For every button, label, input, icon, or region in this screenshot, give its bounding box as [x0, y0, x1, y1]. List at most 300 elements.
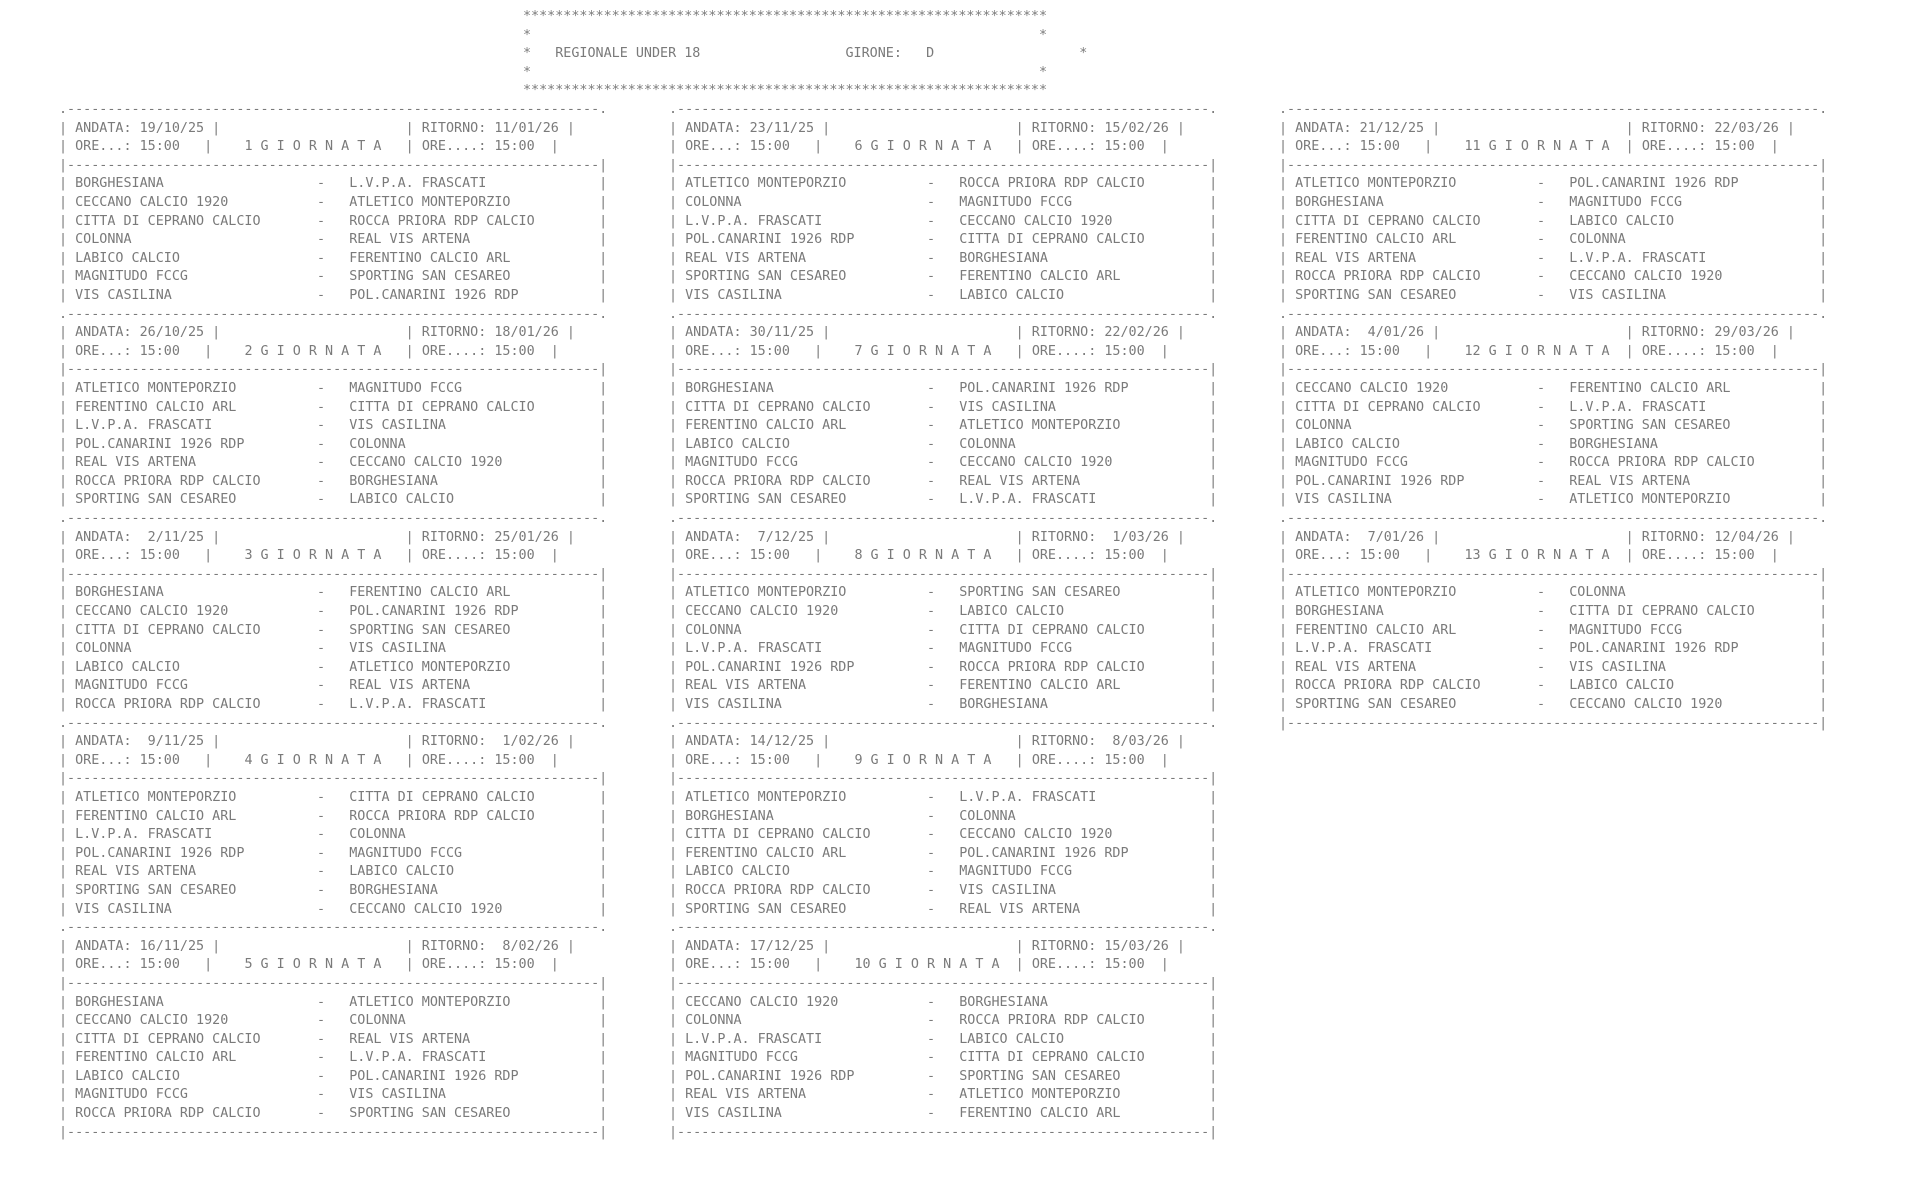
block-border-top: .------------------------------------------------------------------. — [59, 102, 608, 117]
match-row: | POL.CANARINI 1926 RDP - ROCCA PRIORA RDP CALCIO | — [669, 659, 1218, 675]
match-row: | BORGHESIANA - POL.CANARINI 1926 RDP | — [669, 380, 1218, 396]
match-row: | REAL VIS ARTENA - BORGHESIANA | — [669, 250, 1218, 266]
away-team: FERENTINO CALCIO ARL — [349, 250, 511, 266]
ore-line: | ORE...: 15:00 | 11 G I O R N A T A | ORE....: 15:00 | — [1279, 139, 1779, 155]
ore-andata-label: ORE...: — [75, 139, 132, 155]
match-row: | CITTA DI CEPRANO CALCIO - L.V.P.A. FRASCATI | — [1279, 399, 1828, 415]
home-team: REAL VIS ARTENA — [1295, 250, 1417, 266]
home-team: CITTA DI CEPRANO CALCIO — [685, 399, 871, 415]
match-row: | L.V.P.A. FRASCATI - POL.CANARINI 1926 RDP | — [1279, 641, 1828, 657]
ore-ritorno-label: ORE....: — [1641, 548, 1707, 564]
home-team: MAGNITUDO FCCG — [685, 455, 798, 471]
home-team: L.V.P.A. FRASCATI — [75, 827, 213, 843]
home-team: SPORTING SAN CESAREO — [685, 901, 847, 917]
away-team: LABICO CALCIO — [959, 1031, 1065, 1047]
block-separator: |------------------------------------------------------------------| — [669, 771, 1218, 787]
andata-date: 9/11/25 — [139, 734, 205, 750]
ore-ritorno-label: ORE....: — [1031, 752, 1097, 768]
match-row: | FERENTINO CALCIO ARL - COLONNA | — [1279, 232, 1828, 248]
block-border-top: .------------------------------------------------------------------. — [1279, 102, 1828, 117]
away-team: CECCANO CALCIO 1920 — [959, 213, 1113, 229]
away-team: VIS CASILINA — [349, 418, 446, 434]
ritorno-label: RITORNO: — [1641, 120, 1707, 136]
ore-andata-label: ORE...: — [1295, 343, 1352, 359]
home-team: CITTA DI CEPRANO CALCIO — [1295, 399, 1481, 415]
home-team: CITTA DI CEPRANO CALCIO — [1295, 213, 1481, 229]
giornata-block — [59, 510, 607, 715]
match-row: | COLONNA - MAGNITUDO FCCG | — [669, 194, 1218, 210]
away-team: L.V.P.A. FRASCATI — [1569, 399, 1707, 415]
header-blank-line: * * — [523, 27, 1048, 43]
match-row: | CITTA DI CEPRANO CALCIO - REAL VIS ARTENA | — [59, 1031, 608, 1047]
giornata-label: 2 G I O R N A T A — [244, 343, 382, 359]
ore-ritorno-label: ORE....: — [421, 343, 487, 359]
giornata-block — [669, 715, 1217, 920]
ore-andata-value: 15:00 — [139, 957, 180, 973]
away-team: CECCANO CALCIO 1920 — [959, 827, 1113, 843]
ore-ritorno-value: 15:00 — [1104, 957, 1145, 973]
andata-ritorno-line: | ANDATA: 7/01/26 | | RITORNO: 12/04/26 | — [1279, 529, 1795, 545]
giornata-block — [669, 919, 1217, 1124]
match-row: | ROCCA PRIORA RDP CALCIO - LABICO CALCIO | — [1279, 678, 1828, 694]
away-team: CITTA DI CEPRANO CALCIO — [959, 622, 1145, 638]
ore-andata-label: ORE...: — [1295, 548, 1352, 564]
ore-line: | ORE...: 15:00 | 2 G I O R N A T A | ORE....: 15:00 | — [59, 343, 559, 359]
giornata-label: 7 G I O R N A T A — [854, 343, 992, 359]
match-row: | LABICO CALCIO - ATLETICO MONTEPORZIO | — [59, 659, 608, 675]
match-row: | CITTA DI CEPRANO CALCIO - SPORTING SAN CESAREO | — [59, 622, 608, 638]
home-team: L.V.P.A. FRASCATI — [685, 1031, 823, 1047]
ore-ritorno-label: ORE....: — [1641, 139, 1707, 155]
ore-line: | ORE...: 15:00 | 13 G I O R N A T A | ORE....: 15:00 | — [1279, 548, 1779, 564]
match-row: | CITTA DI CEPRANO CALCIO - ROCCA PRIORA RDP CALCIO | — [59, 213, 608, 229]
home-team: SPORTING SAN CESAREO — [685, 269, 847, 285]
match-row: | BORGHESIANA - CITTA DI CEPRANO CALCIO | — [1279, 604, 1828, 620]
home-team: POL.CANARINI 1926 RDP — [1295, 473, 1465, 489]
away-team: ATLETICO MONTEPORZIO — [349, 194, 511, 210]
match-row: | CECCANO CALCIO 1920 - POL.CANARINI 1926 RDP | — [59, 604, 608, 620]
away-team: ROCCA PRIORA RDP CALCIO — [1569, 455, 1755, 471]
block-border-bottom: |------------------------------------------------------------------| — [59, 1124, 608, 1140]
andata-ritorno-line: | ANDATA: 26/10/25 | | RITORNO: 18/01/26 | — [59, 325, 575, 341]
match-row: | BORGHESIANA - COLONNA | — [669, 808, 1218, 824]
andata-label: ANDATA: — [1295, 120, 1352, 136]
ore-line: | ORE...: 15:00 | 6 G I O R N A T A | ORE....: 15:00 | — [669, 139, 1169, 155]
giornata-block — [59, 919, 607, 1124]
match-row: | ATLETICO MONTEPORZIO - POL.CANARINI 1926 RDP | — [1279, 176, 1828, 192]
home-team: L.V.P.A. FRASCATI — [1295, 641, 1433, 657]
match-row: | COLONNA - REAL VIS ARTENA | — [59, 232, 608, 248]
match-row: | MAGNITUDO FCCG - CECCANO CALCIO 1920 | — [669, 455, 1218, 471]
away-team: CITTA DI CEPRANO CALCIO — [349, 789, 535, 805]
match-row: | POL.CANARINI 1926 RDP - COLONNA | — [59, 436, 608, 452]
ore-andata-value: 15:00 — [139, 343, 180, 359]
home-team: FERENTINO CALCIO ARL — [685, 845, 847, 861]
header-title-line: * REGIONALE UNDER 18 GIRONE: D * — [523, 46, 1088, 62]
ore-andata-value: 15:00 — [749, 139, 790, 155]
andata-ritorno-line: | ANDATA: 21/12/25 | | RITORNO: 22/03/26 | — [1279, 120, 1795, 136]
ritorno-date: 22/02/26 — [1104, 325, 1169, 341]
ore-line: | ORE...: 15:00 | 10 G I O R N A T A | ORE....: 15:00 | — [669, 957, 1169, 973]
home-team: POL.CANARINI 1926 RDP — [685, 659, 855, 675]
home-team: L.V.P.A. FRASCATI — [685, 213, 823, 229]
away-team: CITTA DI CEPRANO CALCIO — [349, 399, 535, 415]
home-team: BORGHESIANA — [685, 808, 774, 824]
ore-andata-value: 15:00 — [139, 139, 180, 155]
away-team: REAL VIS ARTENA — [349, 232, 471, 248]
block-border-bottom: |------------------------------------------------------------------| — [669, 1124, 1218, 1140]
home-team: REAL VIS ARTENA — [75, 455, 197, 471]
ore-andata-value: 15:00 — [749, 343, 790, 359]
away-team: COLONNA — [1569, 232, 1626, 248]
ritorno-label: RITORNO: — [421, 938, 487, 954]
away-team: CECCANO CALCIO 1920 — [1569, 697, 1723, 712]
away-team: SPORTING SAN CESAREO — [1569, 418, 1731, 434]
away-team: VIS CASILINA — [349, 1087, 446, 1103]
home-team: LABICO CALCIO — [75, 250, 180, 266]
giornata-label: 1 G I O R N A T A — [244, 139, 382, 155]
ore-andata-value: 15:00 — [749, 752, 790, 768]
away-team: BORGHESIANA — [1569, 436, 1658, 452]
competition-title: REGIONALE UNDER 18 — [555, 46, 701, 62]
andata-label: ANDATA: — [75, 529, 132, 545]
home-team: CITTA DI CEPRANO CALCIO — [75, 622, 261, 638]
away-team: CITTA DI CEPRANO CALCIO — [959, 1050, 1145, 1066]
andata-ritorno-line: | ANDATA: 19/10/25 | | RITORNO: 11/01/26 | — [59, 120, 575, 136]
away-team: MAGNITUDO FCCG — [1569, 622, 1683, 638]
ore-line: | ORE...: 15:00 | 9 G I O R N A T A | ORE....: 15:00 | — [669, 752, 1169, 768]
fixtures-column-1 — [59, 101, 607, 1142]
home-team: FERENTINO CALCIO ARL — [1295, 232, 1457, 248]
block-border-top: .------------------------------------------------------------------. — [1279, 306, 1828, 322]
match-row: | CECCANO CALCIO 1920 - LABICO CALCIO | — [669, 604, 1218, 620]
away-team: CECCANO CALCIO 1920 — [1569, 269, 1723, 285]
ore-ritorno-value: 15:00 — [494, 752, 535, 768]
away-team: VIS CASILINA — [959, 399, 1056, 415]
match-row: | ROCCA PRIORA RDP CALCIO - CECCANO CALCIO 1920 | — [1279, 269, 1828, 285]
away-team: POL.CANARINI 1926 RDP — [959, 380, 1129, 396]
away-team: MAGNITUDO FCCG — [1569, 194, 1683, 210]
match-row: | CECCANO CALCIO 1920 - COLONNA | — [59, 1013, 608, 1029]
ritorno-label: RITORNO: — [1031, 120, 1097, 136]
home-team: FERENTINO CALCIO ARL — [1295, 622, 1457, 638]
block-border-top: .------------------------------------------------------------------. — [59, 920, 608, 936]
home-team: COLONNA — [685, 1013, 742, 1029]
home-team: LABICO CALCIO — [685, 436, 790, 452]
giornata-block — [669, 510, 1217, 715]
home-team: FERENTINO CALCIO ARL — [75, 1050, 237, 1066]
home-team: ROCCA PRIORA RDP CALCIO — [1295, 678, 1481, 694]
giornata-label: 6 G I O R N A T A — [854, 139, 992, 155]
ore-ritorno-value: 15:00 — [1104, 139, 1145, 155]
ore-andata-label: ORE...: — [75, 548, 132, 564]
away-team: L.V.P.A. FRASCATI — [349, 1050, 487, 1066]
match-row: | BORGHESIANA - L.V.P.A. FRASCATI | — [59, 176, 608, 192]
ore-ritorno-value: 15:00 — [1104, 548, 1145, 564]
home-team: CECCANO CALCIO 1920 — [75, 194, 229, 210]
ore-ritorno-label: ORE....: — [421, 548, 487, 564]
away-team: LABICO CALCIO — [959, 604, 1065, 620]
home-team: ROCCA PRIORA RDP CALCIO — [75, 473, 261, 489]
home-team: VIS CASILINA — [685, 287, 782, 303]
home-team: BORGHESIANA — [75, 585, 164, 601]
away-team: FERENTINO CALCIO ARL — [1569, 380, 1731, 396]
block-border-top: .------------------------------------------------------------------. — [1279, 511, 1828, 527]
match-row: | VIS CASILINA - POL.CANARINI 1926 RDP | — [59, 287, 608, 303]
away-team: MAGNITUDO FCCG — [349, 380, 463, 396]
ore-ritorno-value: 15:00 — [494, 343, 535, 359]
away-team: ROCCA PRIORA RDP CALCIO — [959, 176, 1145, 192]
match-row: | L.V.P.A. FRASCATI - CECCANO CALCIO 1920 | — [669, 213, 1218, 229]
away-team: CECCANO CALCIO 1920 — [959, 455, 1113, 471]
header-stars-top: ***************************************************************** — [523, 9, 1048, 24]
home-team: MAGNITUDO FCCG — [75, 1087, 188, 1103]
home-team: LABICO CALCIO — [685, 864, 790, 880]
away-team: ROCCA PRIORA RDP CALCIO — [349, 213, 535, 229]
match-row: | POL.CANARINI 1926 RDP - REAL VIS ARTENA | — [1279, 473, 1828, 489]
match-row: | L.V.P.A. FRASCATI - LABICO CALCIO | — [669, 1031, 1218, 1047]
home-team: ATLETICO MONTEPORZIO — [1295, 585, 1457, 601]
away-team: POL.CANARINI 1926 RDP — [349, 287, 519, 303]
andata-label: ANDATA: — [75, 938, 132, 954]
home-team: L.V.P.A. FRASCATI — [685, 641, 823, 657]
home-team: FERENTINO CALCIO ARL — [685, 418, 847, 434]
fixtures-column-2 — [669, 101, 1217, 1142]
ore-ritorno-label: ORE....: — [1031, 957, 1097, 973]
ore-andata-value: 15:00 — [139, 752, 180, 768]
andata-ritorno-line: | ANDATA: 14/12/25 | | RITORNO: 8/03/26 | — [669, 734, 1185, 750]
match-row: | ATLETICO MONTEPORZIO - ROCCA PRIORA RDP CALCIO | — [669, 176, 1218, 192]
away-team: FERENTINO CALCIO ARL — [349, 585, 511, 601]
ore-andata-label: ORE...: — [75, 957, 132, 973]
home-team: ROCCA PRIORA RDP CALCIO — [685, 473, 871, 489]
giornata-block — [59, 306, 607, 511]
away-team: ROCCA PRIORA RDP CALCIO — [959, 659, 1145, 675]
match-row: | SPORTING SAN CESAREO - FERENTINO CALCIO ARL | — [669, 269, 1218, 285]
match-row: | CECCANO CALCIO 1920 - BORGHESIANA | — [669, 994, 1218, 1010]
header-blank-line: * * — [523, 64, 1048, 80]
ore-ritorno-label: ORE....: — [421, 139, 487, 155]
away-team: POL.CANARINI 1926 RDP — [1569, 641, 1739, 657]
match-row: | SPORTING SAN CESAREO - BORGHESIANA | — [59, 882, 608, 898]
away-team: REAL VIS ARTENA — [1569, 473, 1691, 489]
match-row: | LABICO CALCIO - MAGNITUDO FCCG | — [669, 864, 1218, 880]
andata-date: 30/11/25 — [749, 325, 815, 341]
away-team: SPORTING SAN CESAREO — [349, 622, 511, 638]
away-team: L.V.P.A. FRASCATI — [959, 492, 1097, 508]
match-row: | VIS CASILINA - FERENTINO CALCIO ARL | — [669, 1106, 1218, 1122]
away-team: ATLETICO MONTEPORZIO — [959, 1087, 1121, 1103]
andata-date: 4/01/26 — [1359, 325, 1425, 341]
away-team: L.V.P.A. FRASCATI — [1569, 250, 1707, 266]
home-team: POL.CANARINI 1926 RDP — [685, 1068, 855, 1084]
ore-line: | ORE...: 15:00 | 4 G I O R N A T A | ORE....: 15:00 | — [59, 752, 559, 768]
home-team: REAL VIS ARTENA — [1295, 659, 1417, 675]
home-team: SPORTING SAN CESAREO — [1295, 697, 1457, 712]
match-row: | REAL VIS ARTENA - CECCANO CALCIO 1920 | — [59, 455, 608, 471]
home-team: MAGNITUDO FCCG — [685, 1050, 798, 1066]
home-team: COLONNA — [685, 194, 742, 210]
home-team: COLONNA — [75, 641, 132, 657]
block-separator: |------------------------------------------------------------------| — [59, 157, 608, 173]
away-team: COLONNA — [349, 827, 406, 843]
andata-ritorno-line: | ANDATA: 7/12/25 | | RITORNO: 1/03/26 | — [669, 529, 1185, 545]
ore-andata-label: ORE...: — [685, 957, 742, 973]
match-row: | POL.CANARINI 1926 RDP - CITTA DI CEPRANO CALCIO | — [669, 232, 1218, 248]
andata-ritorno-line: | ANDATA: 2/11/25 | | RITORNO: 25/01/26 | — [59, 529, 575, 545]
home-team: ROCCA PRIORA RDP CALCIO — [75, 697, 261, 712]
andata-label: ANDATA: — [685, 325, 742, 341]
away-team: BORGHESIANA — [349, 882, 438, 898]
away-team: SPORTING SAN CESAREO — [349, 1106, 511, 1122]
block-separator: |------------------------------------------------------------------| — [669, 362, 1218, 378]
andata-date: 21/12/25 — [1359, 120, 1425, 136]
giornata-block — [1279, 101, 1827, 306]
away-team: REAL VIS ARTENA — [349, 1031, 471, 1047]
away-team: SPORTING SAN CESAREO — [959, 1068, 1121, 1084]
andata-label: ANDATA: — [685, 734, 742, 750]
match-row: | VIS CASILINA - CECCANO CALCIO 1920 | — [59, 901, 608, 917]
andata-date: 7/12/25 — [749, 529, 815, 545]
away-team: ATLETICO MONTEPORZIO — [1569, 492, 1731, 508]
giornata-label: 8 G I O R N A T A — [854, 548, 992, 564]
giornata-label: 3 G I O R N A T A — [244, 548, 382, 564]
ore-ritorno-value: 15:00 — [1714, 548, 1755, 564]
ritorno-date: 8/03/26 — [1104, 734, 1169, 750]
ritorno-date: 18/01/26 — [494, 325, 559, 341]
away-team: POL.CANARINI 1926 RDP — [349, 604, 519, 620]
ore-andata-label: ORE...: — [685, 139, 742, 155]
ritorno-label: RITORNO: — [421, 325, 487, 341]
ritorno-date: 25/01/26 — [494, 529, 559, 545]
ore-line: | ORE...: 15:00 | 3 G I O R N A T A | ORE....: 15:00 | — [59, 548, 559, 564]
match-row: | POL.CANARINI 1926 RDP - SPORTING SAN CESAREO | — [669, 1068, 1218, 1084]
ore-ritorno-value: 15:00 — [1104, 343, 1145, 359]
giornata-label: 5 G I O R N A T A — [244, 957, 382, 973]
home-team: REAL VIS ARTENA — [685, 250, 807, 266]
ore-line: | ORE...: 15:00 | 12 G I O R N A T A | ORE....: 15:00 | — [1279, 343, 1779, 359]
match-row: | BORGHESIANA - MAGNITUDO FCCG | — [1279, 194, 1828, 210]
away-team: LABICO CALCIO — [349, 864, 455, 880]
home-team: FERENTINO CALCIO ARL — [75, 808, 237, 824]
away-team: REAL VIS ARTENA — [959, 901, 1081, 917]
away-team: ATLETICO MONTEPORZIO — [349, 659, 511, 675]
andata-label: ANDATA: — [1295, 325, 1352, 341]
match-row: | ATLETICO MONTEPORZIO - L.V.P.A. FRASCATI | — [669, 789, 1218, 805]
home-team: VIS CASILINA — [75, 287, 172, 303]
block-separator: |------------------------------------------------------------------| — [59, 771, 608, 787]
home-team: SPORTING SAN CESAREO — [75, 492, 237, 508]
away-team: L.V.P.A. FRASCATI — [349, 176, 487, 192]
ore-ritorno-label: ORE....: — [1031, 548, 1097, 564]
competition-header — [523, 8, 1087, 101]
ore-ritorno-value: 15:00 — [1104, 752, 1145, 768]
match-row: | BORGHESIANA - ATLETICO MONTEPORZIO | — [59, 994, 608, 1010]
match-row: | ATLETICO MONTEPORZIO - SPORTING SAN CESAREO | — [669, 585, 1218, 601]
match-row: | COLONNA - ROCCA PRIORA RDP CALCIO | — [669, 1013, 1218, 1029]
andata-label: ANDATA: — [1295, 529, 1352, 545]
home-team: CECCANO CALCIO 1920 — [685, 604, 839, 620]
header-stars-bottom: ***************************************************************** — [523, 83, 1048, 99]
home-team: POL.CANARINI 1926 RDP — [75, 436, 245, 452]
giornata-label: 4 G I O R N A T A — [244, 752, 382, 768]
ore-andata-value: 15:00 — [139, 548, 180, 564]
away-team: LABICO CALCIO — [1569, 213, 1675, 229]
away-team: REAL VIS ARTENA — [349, 678, 471, 694]
ore-ritorno-value: 15:00 — [494, 548, 535, 564]
match-row: | COLONNA - CITTA DI CEPRANO CALCIO | — [669, 622, 1218, 638]
home-team: COLONNA — [685, 622, 742, 638]
home-team: COLONNA — [1295, 418, 1352, 434]
away-team: LABICO CALCIO — [959, 287, 1065, 303]
ritorno-label: RITORNO: — [1031, 529, 1097, 545]
block-separator: |------------------------------------------------------------------| — [59, 566, 608, 582]
ritorno-date: 15/03/26 — [1104, 938, 1169, 954]
ore-andata-value: 15:00 — [1359, 343, 1400, 359]
home-team: BORGHESIANA — [75, 994, 164, 1010]
match-row: | FERENTINO CALCIO ARL - POL.CANARINI 1926 RDP | — [669, 845, 1218, 861]
ritorno-label: RITORNO: — [1031, 734, 1097, 750]
away-team: MAGNITUDO FCCG — [959, 194, 1073, 210]
home-team: CITTA DI CEPRANO CALCIO — [75, 1031, 261, 1047]
away-team: L.V.P.A. FRASCATI — [349, 697, 487, 712]
match-row: | ROCCA PRIORA RDP CALCIO - L.V.P.A. FRASCATI | — [59, 697, 608, 712]
away-team: CITTA DI CEPRANO CALCIO — [959, 232, 1145, 248]
andata-ritorno-line: | ANDATA: 16/11/25 | | RITORNO: 8/02/26 | — [59, 938, 575, 954]
giornata-block — [1279, 306, 1827, 511]
ore-line: | ORE...: 15:00 | 1 G I O R N A T A | ORE....: 15:00 | — [59, 139, 559, 155]
match-row: | CECCANO CALCIO 1920 - FERENTINO CALCIO ARL | — [1279, 380, 1828, 396]
match-row: | VIS CASILINA - ATLETICO MONTEPORZIO | — [1279, 492, 1828, 508]
giornata-label: 12 G I O R N A T A — [1464, 343, 1610, 359]
match-row: | MAGNITUDO FCCG - REAL VIS ARTENA | — [59, 678, 608, 694]
block-separator: |------------------------------------------------------------------| — [59, 975, 608, 991]
block-separator: |------------------------------------------------------------------| — [669, 975, 1218, 991]
ore-andata-label: ORE...: — [75, 752, 132, 768]
match-row: | VIS CASILINA - LABICO CALCIO | — [669, 287, 1218, 303]
home-team: CECCANO CALCIO 1920 — [75, 1013, 229, 1029]
fixtures-column-3 — [1279, 101, 1827, 733]
away-team: REAL VIS ARTENA — [959, 473, 1081, 489]
away-team: BORGHESIANA — [349, 473, 438, 489]
match-row: | POL.CANARINI 1926 RDP - MAGNITUDO FCCG | — [59, 845, 608, 861]
match-row: | FERENTINO CALCIO ARL - MAGNITUDO FCCG | — [1279, 622, 1828, 638]
home-team: BORGHESIANA — [685, 380, 774, 396]
ore-andata-value: 15:00 — [749, 957, 790, 973]
andata-label: ANDATA: — [685, 529, 742, 545]
ore-ritorno-value: 15:00 — [1714, 139, 1755, 155]
away-team: COLONNA — [349, 436, 406, 452]
match-row: | REAL VIS ARTENA - LABICO CALCIO | — [59, 864, 608, 880]
home-team: ATLETICO MONTEPORZIO — [75, 380, 237, 396]
block-separator: |------------------------------------------------------------------| — [669, 157, 1218, 173]
home-team: ATLETICO MONTEPORZIO — [685, 789, 847, 805]
ore-andata-label: ORE...: — [685, 548, 742, 564]
andata-date: 17/12/25 — [749, 938, 815, 954]
away-team: MAGNITUDO FCCG — [349, 845, 463, 861]
ore-ritorno-label: ORE....: — [1031, 139, 1097, 155]
andata-ritorno-line: | ANDATA: 17/12/25 | | RITORNO: 15/03/26 | — [669, 938, 1185, 954]
away-team: FERENTINO CALCIO ARL — [959, 269, 1121, 285]
match-row: | MAGNITUDO FCCG - ROCCA PRIORA RDP CALCIO | — [1279, 455, 1828, 471]
home-team: BORGHESIANA — [75, 176, 164, 192]
giornata-label: 9 G I O R N A T A — [854, 752, 992, 768]
away-team: MAGNITUDO FCCG — [959, 641, 1073, 657]
ore-andata-value: 15:00 — [1359, 548, 1400, 564]
home-team: CECCANO CALCIO 1920 — [1295, 380, 1449, 396]
home-team: ATLETICO MONTEPORZIO — [75, 789, 237, 805]
match-row: | ROCCA PRIORA RDP CALCIO - REAL VIS ARTENA | — [669, 473, 1218, 489]
